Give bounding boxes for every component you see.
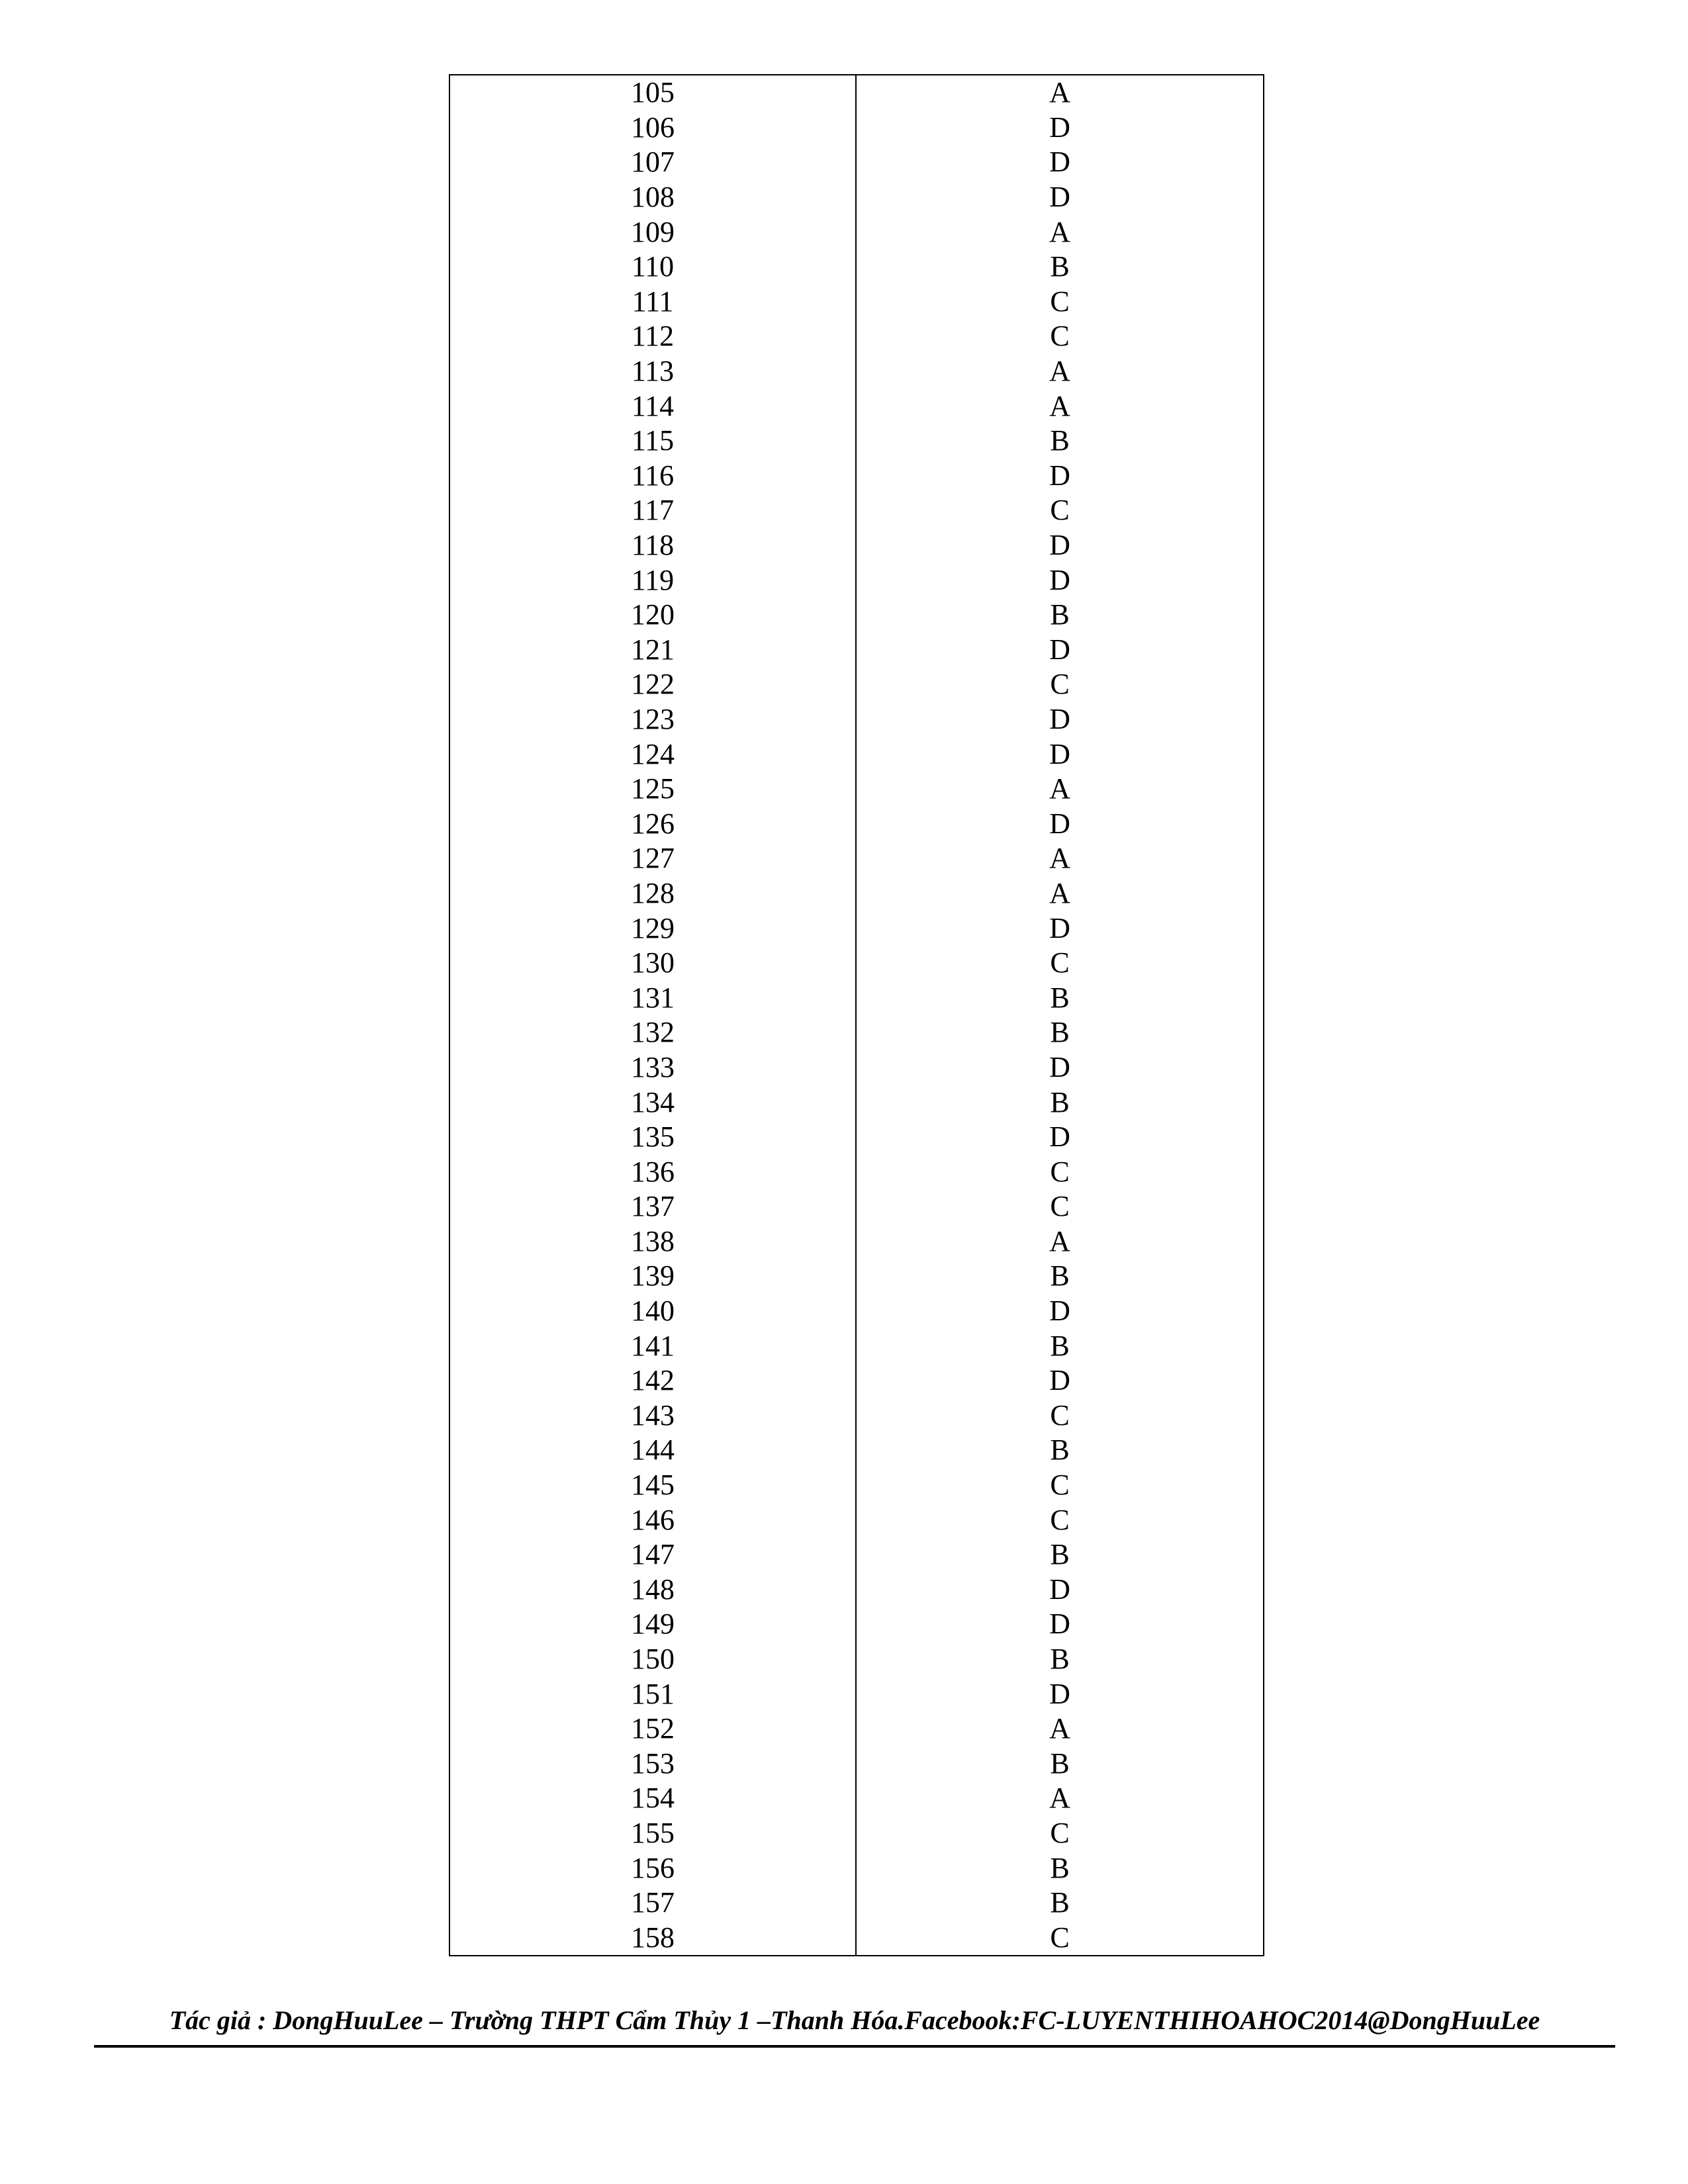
answer-cell: A — [856, 876, 1264, 911]
answer-cell: B — [856, 980, 1264, 1015]
question-number-cell: 142 — [449, 1363, 856, 1398]
question-number-cell: 152 — [449, 1711, 856, 1747]
question-number-cell: 118 — [449, 528, 856, 563]
question-number-cell: 133 — [449, 1050, 856, 1085]
answer-cell: B — [856, 1433, 1264, 1468]
answer-cell: D — [856, 563, 1264, 598]
table-row — [449, 75, 1264, 111]
question-number-cell: 138 — [449, 1224, 856, 1259]
answer-cell: A — [856, 388, 1264, 424]
table-row — [449, 1816, 1264, 1851]
answer-key-body — [449, 75, 1264, 1956]
question-number-cell: 105 — [449, 75, 856, 111]
answer-cell: B — [856, 1537, 1264, 1572]
table-row — [449, 285, 1264, 320]
table-row — [449, 633, 1264, 668]
answer-cell: D — [856, 459, 1264, 494]
table-row — [449, 388, 1264, 424]
table-row — [449, 145, 1264, 180]
answer-cell: B — [856, 1085, 1264, 1120]
question-number-cell: 120 — [449, 598, 856, 633]
answer-cell: D — [856, 1363, 1264, 1398]
answer-cell: D — [856, 1572, 1264, 1608]
answer-cell: C — [856, 493, 1264, 528]
answer-cell: D — [856, 806, 1264, 841]
table-row — [449, 1328, 1264, 1363]
answer-cell: C — [856, 1816, 1264, 1851]
table-row — [449, 1363, 1264, 1398]
answer-cell: A — [856, 75, 1264, 111]
table-row — [449, 180, 1264, 215]
table-row — [449, 1294, 1264, 1329]
table-row — [449, 1398, 1264, 1433]
table-row — [449, 1224, 1264, 1259]
answer-cell: D — [856, 528, 1264, 563]
table-row — [449, 214, 1264, 250]
question-number-cell: 126 — [449, 806, 856, 841]
question-number-cell: 140 — [449, 1294, 856, 1329]
table-row — [449, 1050, 1264, 1085]
table-row — [449, 1607, 1264, 1642]
answer-cell: C — [856, 1502, 1264, 1537]
table-row — [449, 111, 1264, 146]
table-row — [449, 1886, 1264, 1921]
table-row — [449, 493, 1264, 528]
question-number-cell: 156 — [449, 1850, 856, 1886]
answer-cell: C — [856, 1468, 1264, 1503]
answer-cell: A — [856, 354, 1264, 389]
table-row — [449, 1747, 1264, 1782]
answer-cell: D — [856, 737, 1264, 772]
answer-cell: B — [856, 598, 1264, 633]
question-number-cell: 130 — [449, 946, 856, 981]
answer-cell: C — [856, 1398, 1264, 1433]
table-row — [449, 1468, 1264, 1503]
answer-cell: A — [856, 1224, 1264, 1259]
table-row — [449, 1433, 1264, 1468]
question-number-cell: 146 — [449, 1502, 856, 1537]
table-row — [449, 737, 1264, 772]
answer-cell: D — [856, 1120, 1264, 1155]
answer-cell: B — [856, 424, 1264, 459]
question-number-cell: 125 — [449, 772, 856, 807]
question-number-cell: 119 — [449, 563, 856, 598]
question-number-cell: 154 — [449, 1781, 856, 1816]
question-number-cell: 122 — [449, 667, 856, 702]
answer-cell: D — [856, 1294, 1264, 1329]
answer-cell: D — [856, 1676, 1264, 1711]
table-row — [449, 841, 1264, 876]
question-number-cell: 148 — [449, 1572, 856, 1608]
question-number-cell: 108 — [449, 180, 856, 215]
table-row — [449, 946, 1264, 981]
question-number-cell: 121 — [449, 633, 856, 668]
question-number-cell: 111 — [449, 285, 856, 320]
table-row — [449, 1259, 1264, 1294]
question-number-cell: 110 — [449, 250, 856, 285]
question-number-cell: 112 — [449, 319, 856, 354]
question-number-cell: 149 — [449, 1607, 856, 1642]
answer-cell: C — [856, 285, 1264, 320]
answer-cell: B — [856, 1747, 1264, 1782]
table-row — [449, 354, 1264, 389]
answer-cell: C — [856, 946, 1264, 981]
question-number-cell: 117 — [449, 493, 856, 528]
answer-cell: C — [856, 667, 1264, 702]
table-row — [449, 667, 1264, 702]
page-footer: Tác giả : DongHuuLee – Trường THPT Cẩm Thủy 1 –Thanh Hóa.Facebook:FC-LUYENTHIHOAHOC2014@DongHuuLee — [94, 2000, 1615, 2048]
table-row — [449, 459, 1264, 494]
table-row — [449, 1537, 1264, 1572]
answer-cell: B — [856, 1015, 1264, 1050]
answer-cell: D — [856, 111, 1264, 146]
table-row — [449, 911, 1264, 946]
answer-cell: B — [856, 250, 1264, 285]
question-number-cell: 145 — [449, 1468, 856, 1503]
question-number-cell: 123 — [449, 702, 856, 737]
table-row — [449, 1920, 1264, 1956]
table-row — [449, 1120, 1264, 1155]
table-row — [449, 1502, 1264, 1537]
question-number-cell: 153 — [449, 1747, 856, 1782]
answer-cell: A — [856, 841, 1264, 876]
table-row — [449, 1676, 1264, 1711]
table-row — [449, 1572, 1264, 1608]
answer-cell: B — [856, 1328, 1264, 1363]
table-row — [449, 702, 1264, 737]
question-number-cell: 137 — [449, 1189, 856, 1224]
table-row — [449, 772, 1264, 807]
question-number-cell: 107 — [449, 145, 856, 180]
answer-cell: A — [856, 1711, 1264, 1747]
table-row — [449, 598, 1264, 633]
question-number-cell: 136 — [449, 1154, 856, 1189]
question-number-cell: 106 — [449, 111, 856, 146]
table-row — [449, 1154, 1264, 1189]
question-number-cell: 127 — [449, 841, 856, 876]
table-row — [449, 250, 1264, 285]
question-number-cell: 141 — [449, 1328, 856, 1363]
answer-cell: B — [856, 1850, 1264, 1886]
question-number-cell: 115 — [449, 424, 856, 459]
answer-cell: B — [856, 1259, 1264, 1294]
table-row — [449, 1085, 1264, 1120]
question-number-cell: 150 — [449, 1642, 856, 1677]
question-number-cell: 116 — [449, 459, 856, 494]
table-row — [449, 1711, 1264, 1747]
question-number-cell: 124 — [449, 737, 856, 772]
question-number-cell: 129 — [449, 911, 856, 946]
question-number-cell: 143 — [449, 1398, 856, 1433]
question-number-cell: 113 — [449, 354, 856, 389]
question-number-cell: 155 — [449, 1816, 856, 1851]
answer-cell: C — [856, 1920, 1264, 1956]
question-number-cell: 151 — [449, 1676, 856, 1711]
answer-cell: D — [856, 911, 1264, 946]
answer-cell: A — [856, 1781, 1264, 1816]
answer-cell: C — [856, 319, 1264, 354]
table-row — [449, 980, 1264, 1015]
table-row — [449, 1015, 1264, 1050]
question-number-cell: 147 — [449, 1537, 856, 1572]
question-number-cell: 128 — [449, 876, 856, 911]
answer-cell: D — [856, 702, 1264, 737]
answer-cell: D — [856, 180, 1264, 215]
table-row — [449, 319, 1264, 354]
answer-cell: D — [856, 1050, 1264, 1085]
answer-cell: D — [856, 633, 1264, 668]
answer-cell: A — [856, 214, 1264, 250]
question-number-cell: 157 — [449, 1886, 856, 1921]
answer-cell: A — [856, 772, 1264, 807]
question-number-cell: 135 — [449, 1120, 856, 1155]
table-row — [449, 424, 1264, 459]
answer-cell: B — [856, 1886, 1264, 1921]
answer-cell: C — [856, 1189, 1264, 1224]
question-number-cell: 134 — [449, 1085, 856, 1120]
table-row — [449, 876, 1264, 911]
question-number-cell: 114 — [449, 388, 856, 424]
table-row — [449, 1189, 1264, 1224]
question-number-cell: 109 — [449, 214, 856, 250]
question-number-cell: 132 — [449, 1015, 856, 1050]
table-row — [449, 1781, 1264, 1816]
question-number-cell: 144 — [449, 1433, 856, 1468]
question-number-cell: 158 — [449, 1920, 856, 1956]
answer-cell: C — [856, 1154, 1264, 1189]
question-number-cell: 131 — [449, 980, 856, 1015]
answer-cell: D — [856, 145, 1264, 180]
table-row — [449, 806, 1264, 841]
table-row — [449, 1642, 1264, 1677]
answer-key-table — [449, 74, 1264, 1956]
table-row — [449, 528, 1264, 563]
question-number-cell: 139 — [449, 1259, 856, 1294]
answer-cell: D — [856, 1607, 1264, 1642]
answer-cell: B — [856, 1642, 1264, 1677]
table-row — [449, 1850, 1264, 1886]
table-row — [449, 563, 1264, 598]
